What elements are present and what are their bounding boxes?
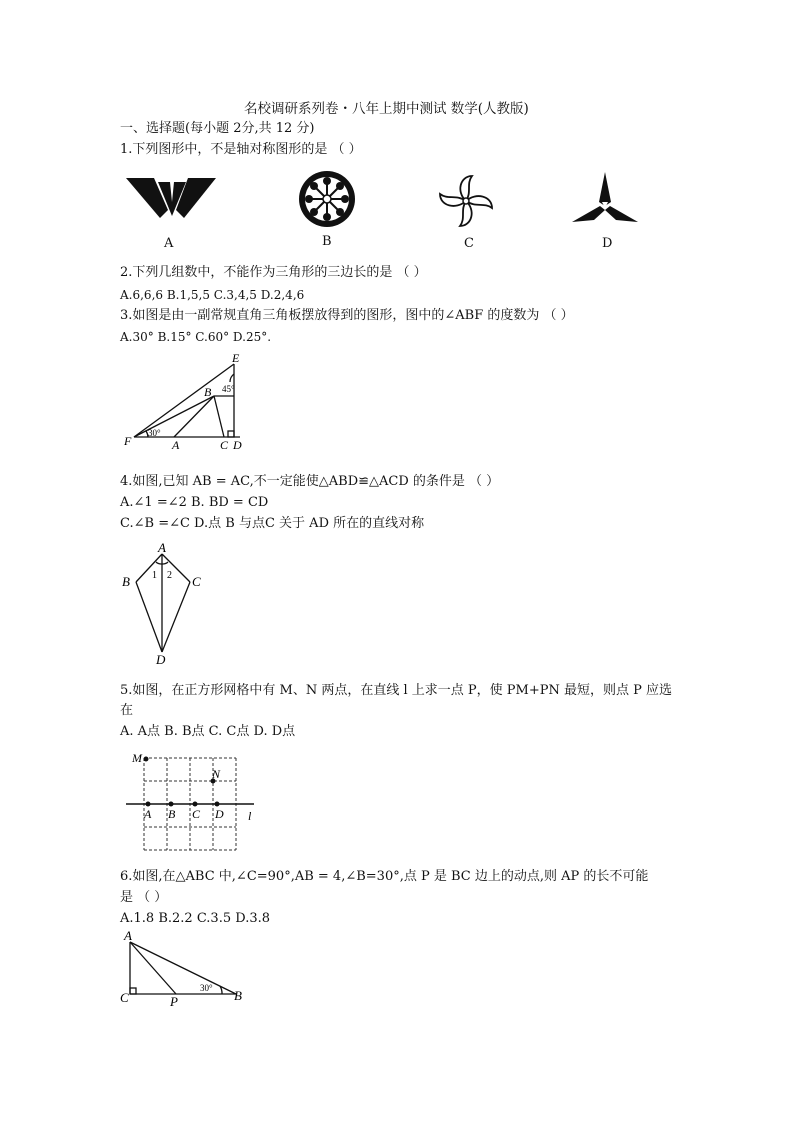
- q6-label-b: B: [234, 988, 242, 1003]
- q4-options-ab: A.∠1 =∠2 B. BD = CD: [120, 495, 269, 510]
- q4-label-d: D: [156, 652, 166, 667]
- q1-label-b: B: [322, 234, 332, 249]
- q6-stem-line2: 是 （ ）: [120, 890, 168, 905]
- q1-label-c: C: [464, 236, 474, 251]
- q3-label-b: B: [204, 385, 212, 399]
- q5-label-a: A: [144, 807, 152, 821]
- q5-options: A. A点 B. B点 C. C点 D. D点: [120, 724, 296, 739]
- q6-figure-right-triangle: [118, 928, 252, 1010]
- q5-label-l: l: [248, 809, 252, 823]
- q2-stem: 2.下列几组数中，不能作为三角形的三边长的是 （ ）: [120, 265, 427, 280]
- q6-label-30: 30°: [200, 983, 213, 993]
- q6-label-p: P: [170, 994, 178, 1009]
- q1-figure-c-pinwheel-flower: [436, 172, 496, 230]
- q3-figure-triangle-rulers: [118, 352, 258, 452]
- q5-stem-line1: 5.如图，在正方形网格中有 M、N 两点，在直线 l 上求一点 P，使 PM+PN 最短，则点 P 应选: [120, 683, 673, 698]
- q6-stem-line1: 6.如图,在△ABC 中,∠C=90°,AB = 4,∠B=30°,点 P 是 BC 边上的动点,则 AP 的长不可能: [120, 869, 649, 884]
- q4-stem: 4.如图,已知 AB = AC,不一定能使△ABD≌△ACD 的条件是 （ ）: [120, 474, 500, 489]
- section-heading: 一、选择题(每小题 2分,共 12 分): [120, 121, 315, 136]
- q1-figure-d-three-petals: [572, 172, 638, 230]
- q4-label-c: C: [192, 574, 201, 589]
- q4-label-a: A: [158, 540, 166, 555]
- q6-label-c: C: [120, 990, 129, 1005]
- q5-label-m: M: [132, 751, 142, 765]
- q3-label-d: D: [233, 438, 242, 452]
- q1-stem: 1.下列图形中，不是轴对称图形的是 （ ）: [120, 142, 362, 157]
- q4-label-angle2: 2: [167, 570, 172, 581]
- q6-options: A.1.8 B.2.2 C.3.5 D.3.8: [120, 911, 271, 926]
- q4-options-cd: C.∠B =∠C D.点 B 与点C 关于 AD 所在的直线对称: [120, 516, 425, 531]
- q1-figure-a-logo: [126, 172, 218, 222]
- q3-options: A.30° B.15° C.60° D.25°.: [120, 330, 272, 344]
- q3-label-c: C: [220, 438, 229, 452]
- q5-stem-line2: 在: [120, 703, 134, 718]
- q3-stem: 3.如图是由一副常规直角三角板摆放得到的图形，图中的∠ABF 的度数为 （ ）: [120, 308, 574, 323]
- q5-label-n: N: [212, 767, 221, 781]
- q5-figure-grid: [122, 748, 270, 858]
- page-title: 名校调研系列卷・八年上期中测试 数学(人教版): [244, 101, 529, 117]
- q3-label-45: 45°: [222, 384, 235, 394]
- q1-figure-b-chrysanthemum: [298, 170, 356, 228]
- q4-label-b: B: [122, 574, 130, 589]
- q5-label-b: B: [168, 807, 176, 821]
- q4-label-angle1: 1: [152, 570, 157, 581]
- q1-label-a: A: [164, 236, 174, 251]
- q3-label-a: A: [172, 438, 180, 452]
- q5-label-c: C: [192, 807, 201, 821]
- q3-label-f: F: [124, 434, 132, 448]
- q1-label-d: D: [602, 236, 613, 251]
- q4-figure-kite: [118, 540, 218, 668]
- q6-label-a: A: [124, 928, 132, 943]
- q5-label-d: D: [215, 807, 224, 821]
- q2-options: A.6,6,6 B.1,5,5 C.3,4,5 D.2,4,6: [120, 288, 305, 302]
- q3-label-30: 30°: [148, 428, 161, 438]
- q3-label-e: E: [232, 352, 240, 365]
